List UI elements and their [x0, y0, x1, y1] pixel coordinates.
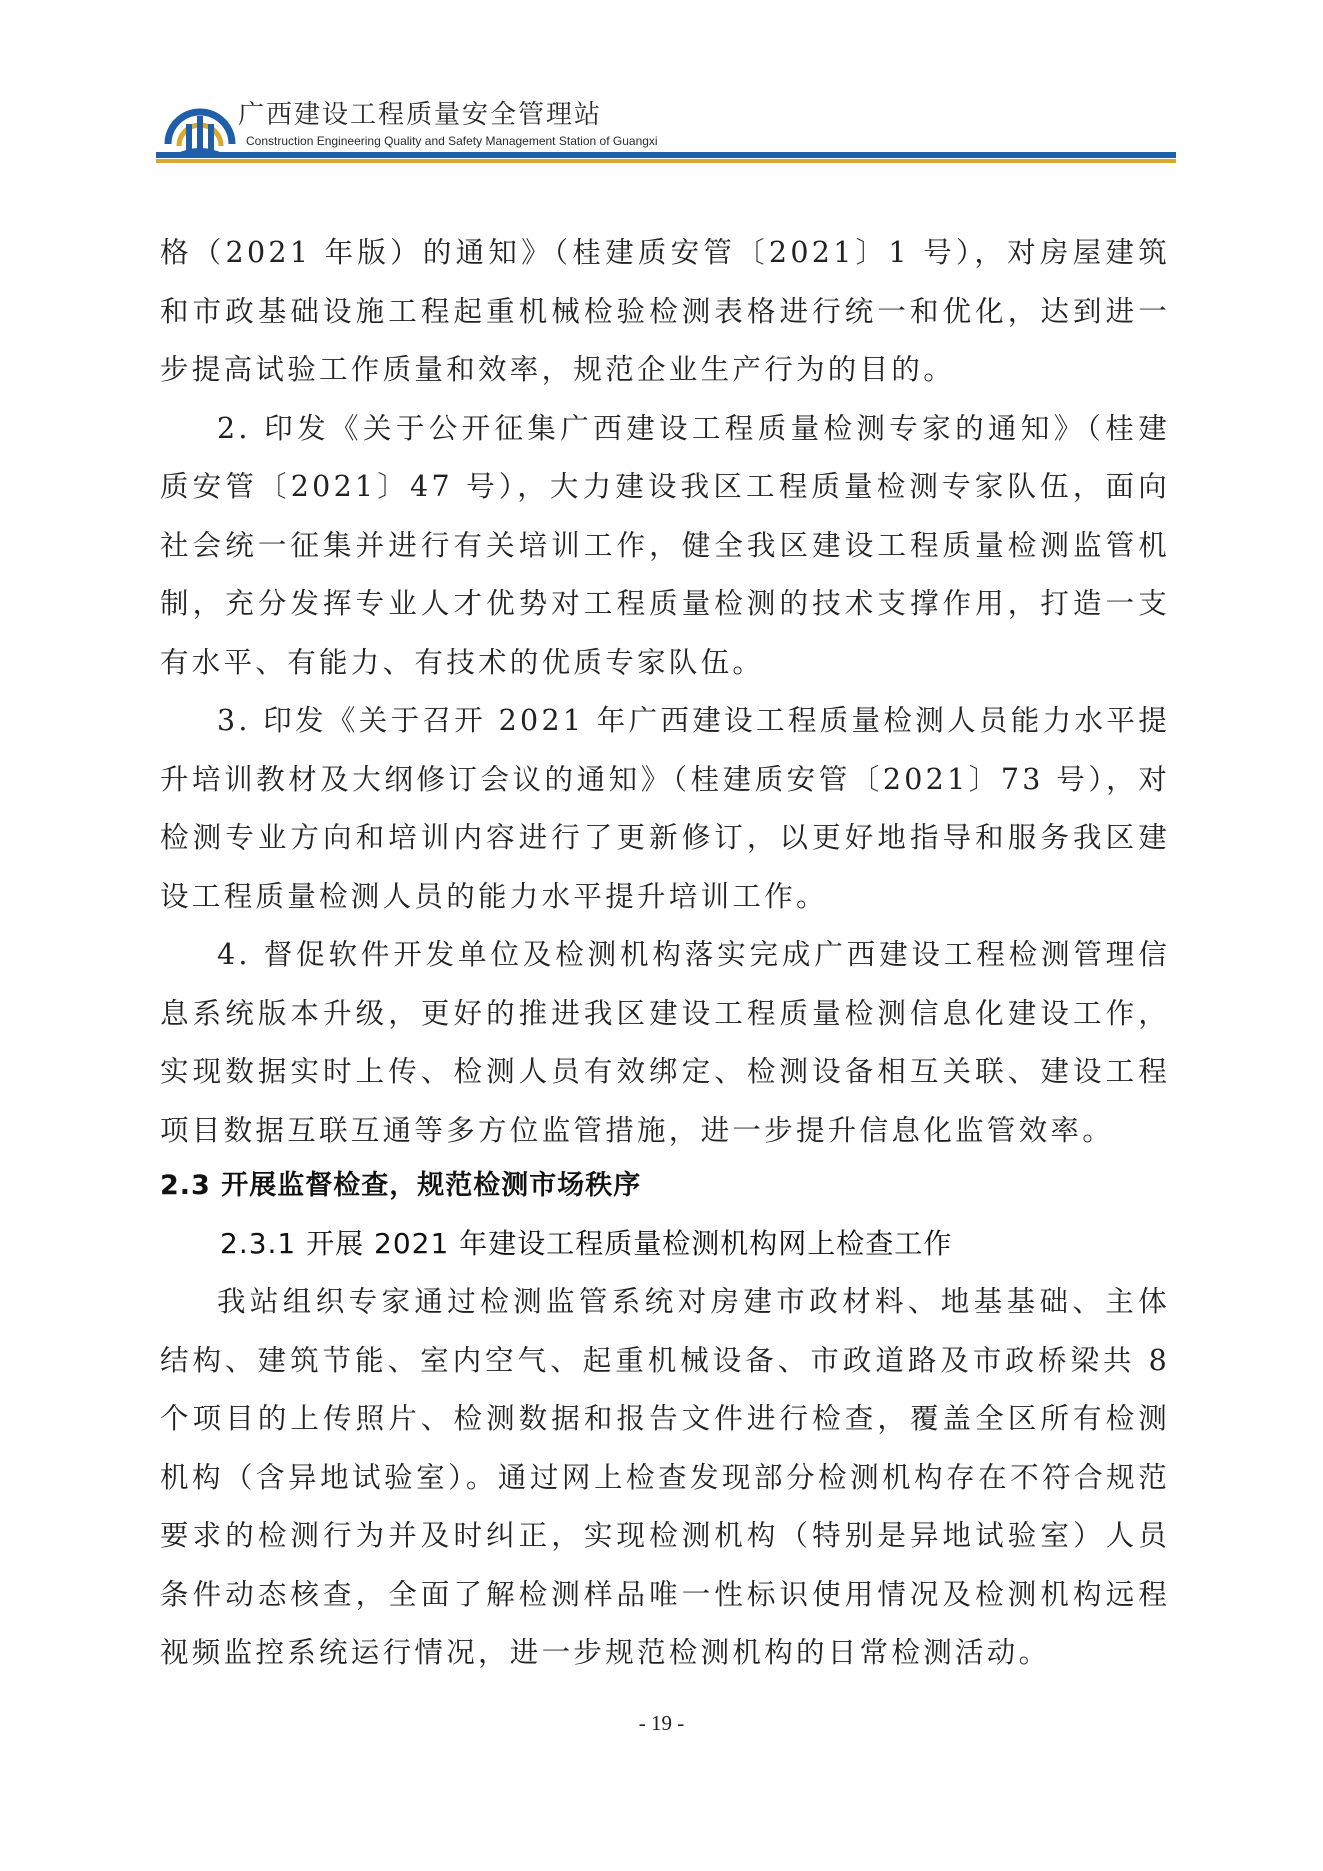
section-heading-2-3: 2.3 开展监督检查，规范检测市场秩序 [160, 1170, 642, 1201]
paragraph-continued: 格（2021 年版）的通知》（桂建质安管〔2021〕1 号），对房屋建筑和市政基础设施工程起重机械检验检测表格进行统一和优化，达到进一步提高试验工作质量和效率，规范企业生产行为的目的。 [160, 236, 1170, 386]
header-rule-gold [156, 159, 1176, 163]
subsection-heading-2-3-1: 2.3.1 开展 2021 年建设工程质量检测机构网上检查工作 [220, 1227, 953, 1260]
paragraph-online-inspection: 我站组织专家通过检测监管系统对房建市政材料、地基基础、主体结构、建筑节能、室内空气、起重机械设备、市政道路及市政桥梁共 8 个项目的上传照片、检测数据和报告文件进行检查，覆盖全区所有检测机构（含异地试验室）。通过网上检查发现部分检测机构存在不符合规范要求的检测行为并及时纠正，实现检测机构（特别是异地试验室）人员条件动态核查，全面了解检测样品唯一性标识使用情况及检测机构远程视频监控系统运行情况，进一步规范检测机构的日常检测活动。 [160, 1285, 1170, 1669]
page-number: - 19 - [638, 1711, 685, 1735]
paragraph-item-2: 2. 印发《关于公开征集广西建设工程质量检测专家的通知》（桂建质安管〔2021〕47 号），大力建设我区工程质量检测专家队伍，面向社会统一征集并进行有关培训工作，健全我区建设工程质量检测监管机制，充分发挥专业人才优势对工程质量检测的技术支撑作用，打造一支有水平、有能力、有技术的优质专家队伍。 [160, 411, 1170, 679]
header-rule-blue [156, 152, 1176, 158]
document-body [160, 224, 1170, 1683]
paragraph-item-3: 3. 印发《关于召开 2021 年广西建设工程质量检测人员能力水平提升培训教材及大纲修订会议的通知》（桂建质安管〔2021〕73 号），对检测专业方向和培训内容进行了更新修订，以更好地指导和服务我区建设工程质量检测人员的能力水平提升培训工作。 [160, 704, 1170, 913]
org-name-english: Construction Engineering Quality and Safety Management Station of Guangxi [246, 134, 658, 148]
paragraph-item-4: 4. 督促软件开发单位及检测机构落实完成广西建设工程检测管理信息系统版本升级，更好的推进我区建设工程质量检测信息化建设工作，实现数据实时上传、检测人员有效绑定、检测设备相互关联、建设工程项目数据互联互通等多方位监管措施，进一步提升信息化监管效率。 [160, 938, 1170, 1147]
page-header [156, 88, 1176, 168]
org-name-chinese: 广西建设工程质量安全管理站 [238, 100, 603, 130]
